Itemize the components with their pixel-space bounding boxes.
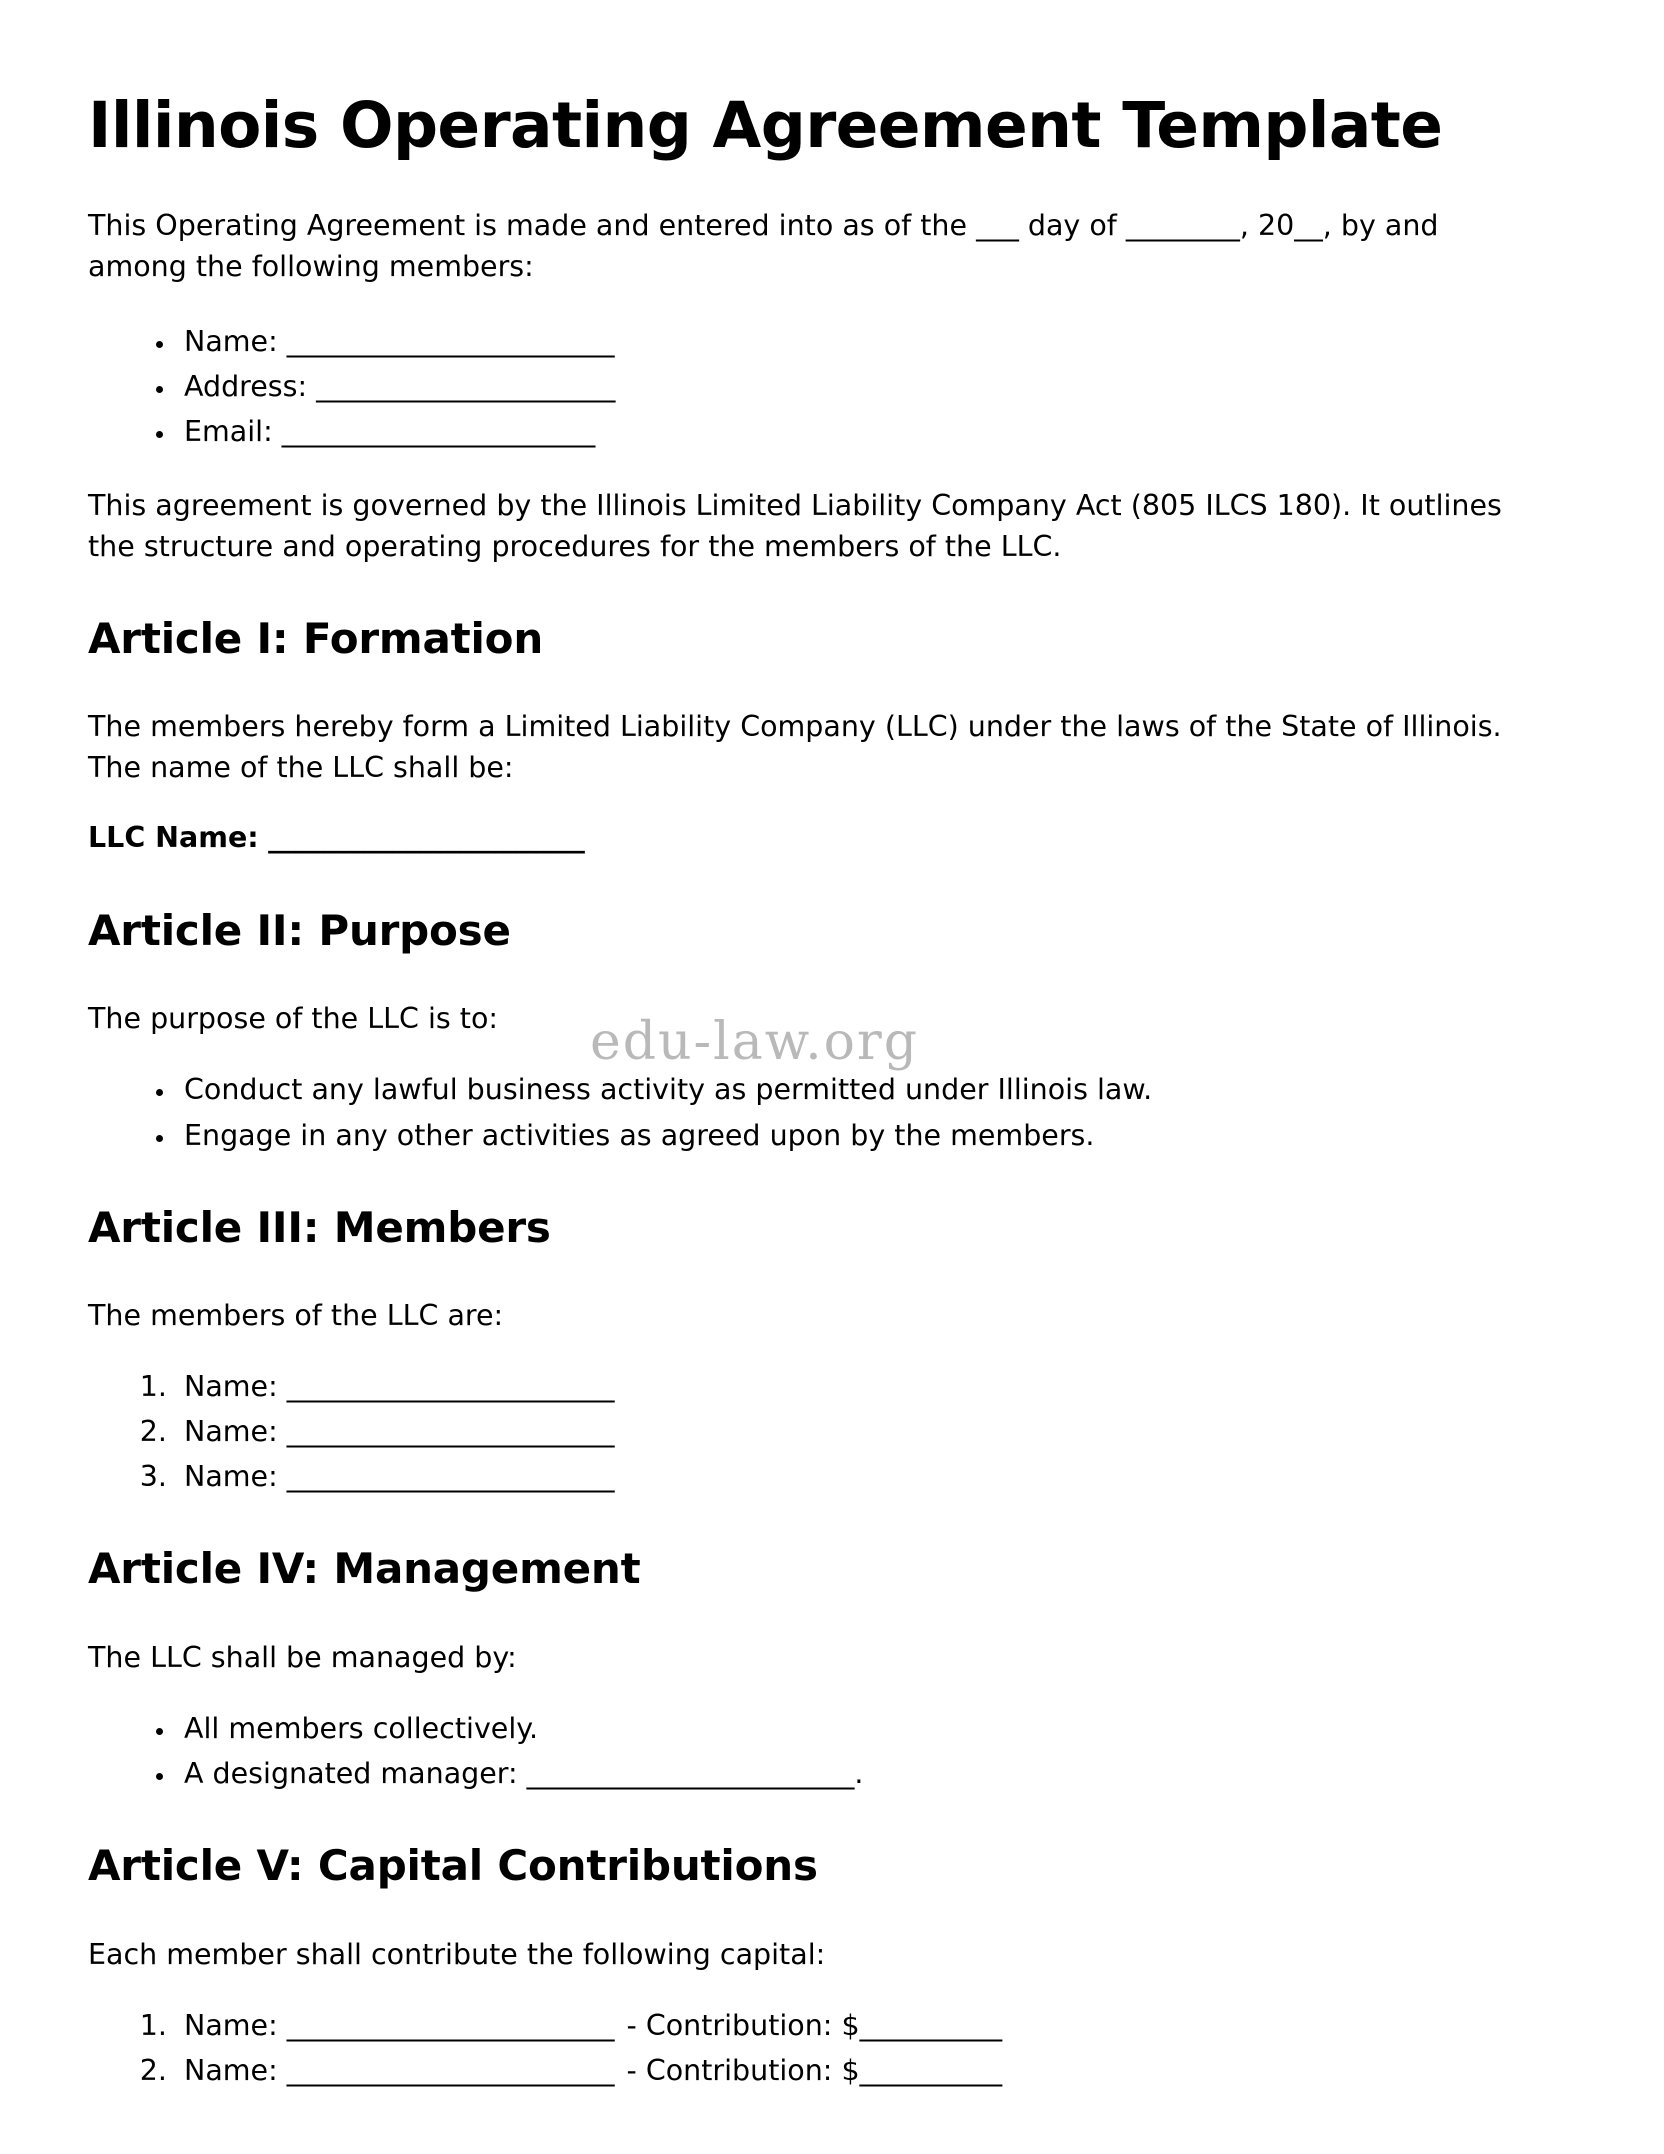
llc-name-field: [88, 818, 1544, 858]
llc-name-label: LLC Name:: [88, 821, 259, 855]
llc-name-blank: _______________________: [258, 821, 585, 855]
list-item: • Address: _____________________: [176, 366, 1544, 407]
article-heading-management: Article IV: Management: [88, 1544, 641, 1594]
article-heading-purpose: Article II: Purpose: [88, 905, 511, 955]
list-item: • A designated manager: _______________________.: [176, 1753, 1544, 1794]
purpose-bullet-list: [88, 1069, 1544, 1155]
page-title: Illinois Operating Agreement Template: [88, 89, 1443, 162]
governing-law-paragraph: This agreement is governed by the Illinois Limited Liability Company Act (805 ILCS 180). It outlines the structure and operating procedures for the members of the LLC.: [88, 489, 1502, 563]
list-item: • Name: _______________________: [176, 321, 1544, 362]
list-item: • Engage in any other activities as agreed upon by the members.: [176, 1115, 1544, 1156]
capital-contributions-list: [88, 2005, 1544, 2091]
list-item: [176, 2050, 1544, 2091]
list-item: 2. Name: _______________________: [176, 1411, 1544, 1452]
list-item: [176, 2005, 1544, 2046]
member-fields-list: [88, 321, 1544, 452]
article-v-lead-in: Each member shall contribute the following capital:: [88, 1937, 826, 1971]
management-bullet-list: [88, 1708, 1544, 1794]
list-item: 3. Name: _______________________: [176, 1456, 1544, 1497]
article-heading-formation: Article I: Formation: [88, 614, 544, 663]
list-item: • All members collectively.: [176, 1708, 1544, 1749]
article-heading-capital-contributions: Article V: Capital Contributions: [88, 1841, 818, 1891]
article-heading-members: Article III: Members: [88, 1202, 551, 1252]
contribution-name-field: Name: _______________________: [184, 2054, 615, 2088]
contribution-amount-field: - Contribution: $__________: [626, 2054, 1003, 2088]
watermark-text: edu-law.org: [590, 1012, 920, 1072]
list-item: • Email: ______________________: [176, 411, 1544, 452]
article-ii-lead-in: The purpose of the LLC is to:: [88, 1002, 499, 1035]
article-i-body: The members hereby form a Limited Liability Company (LLC) under the laws of the State of Illinois. The name of the LLC shall be:: [88, 710, 1502, 784]
article-iv-lead-in: The LLC shall be managed by:: [88, 1640, 517, 1674]
list-item: 1. Name: _______________________: [176, 1366, 1544, 1407]
list-item: • Conduct any lawful business activity as permitted under Illinois law.: [176, 1069, 1544, 1110]
article-iii-lead-in: The members of the LLC are:: [88, 1298, 504, 1332]
members-numbered-list: [88, 1366, 1544, 1497]
contribution-amount-field: - Contribution: $__________: [626, 2008, 1003, 2042]
intro-paragraph: This Operating Agreement is made and entered into as of the ___ day of ________, 20__, by and among the following members:: [88, 209, 1439, 283]
contribution-name-field: Name: _______________________: [184, 2008, 615, 2042]
